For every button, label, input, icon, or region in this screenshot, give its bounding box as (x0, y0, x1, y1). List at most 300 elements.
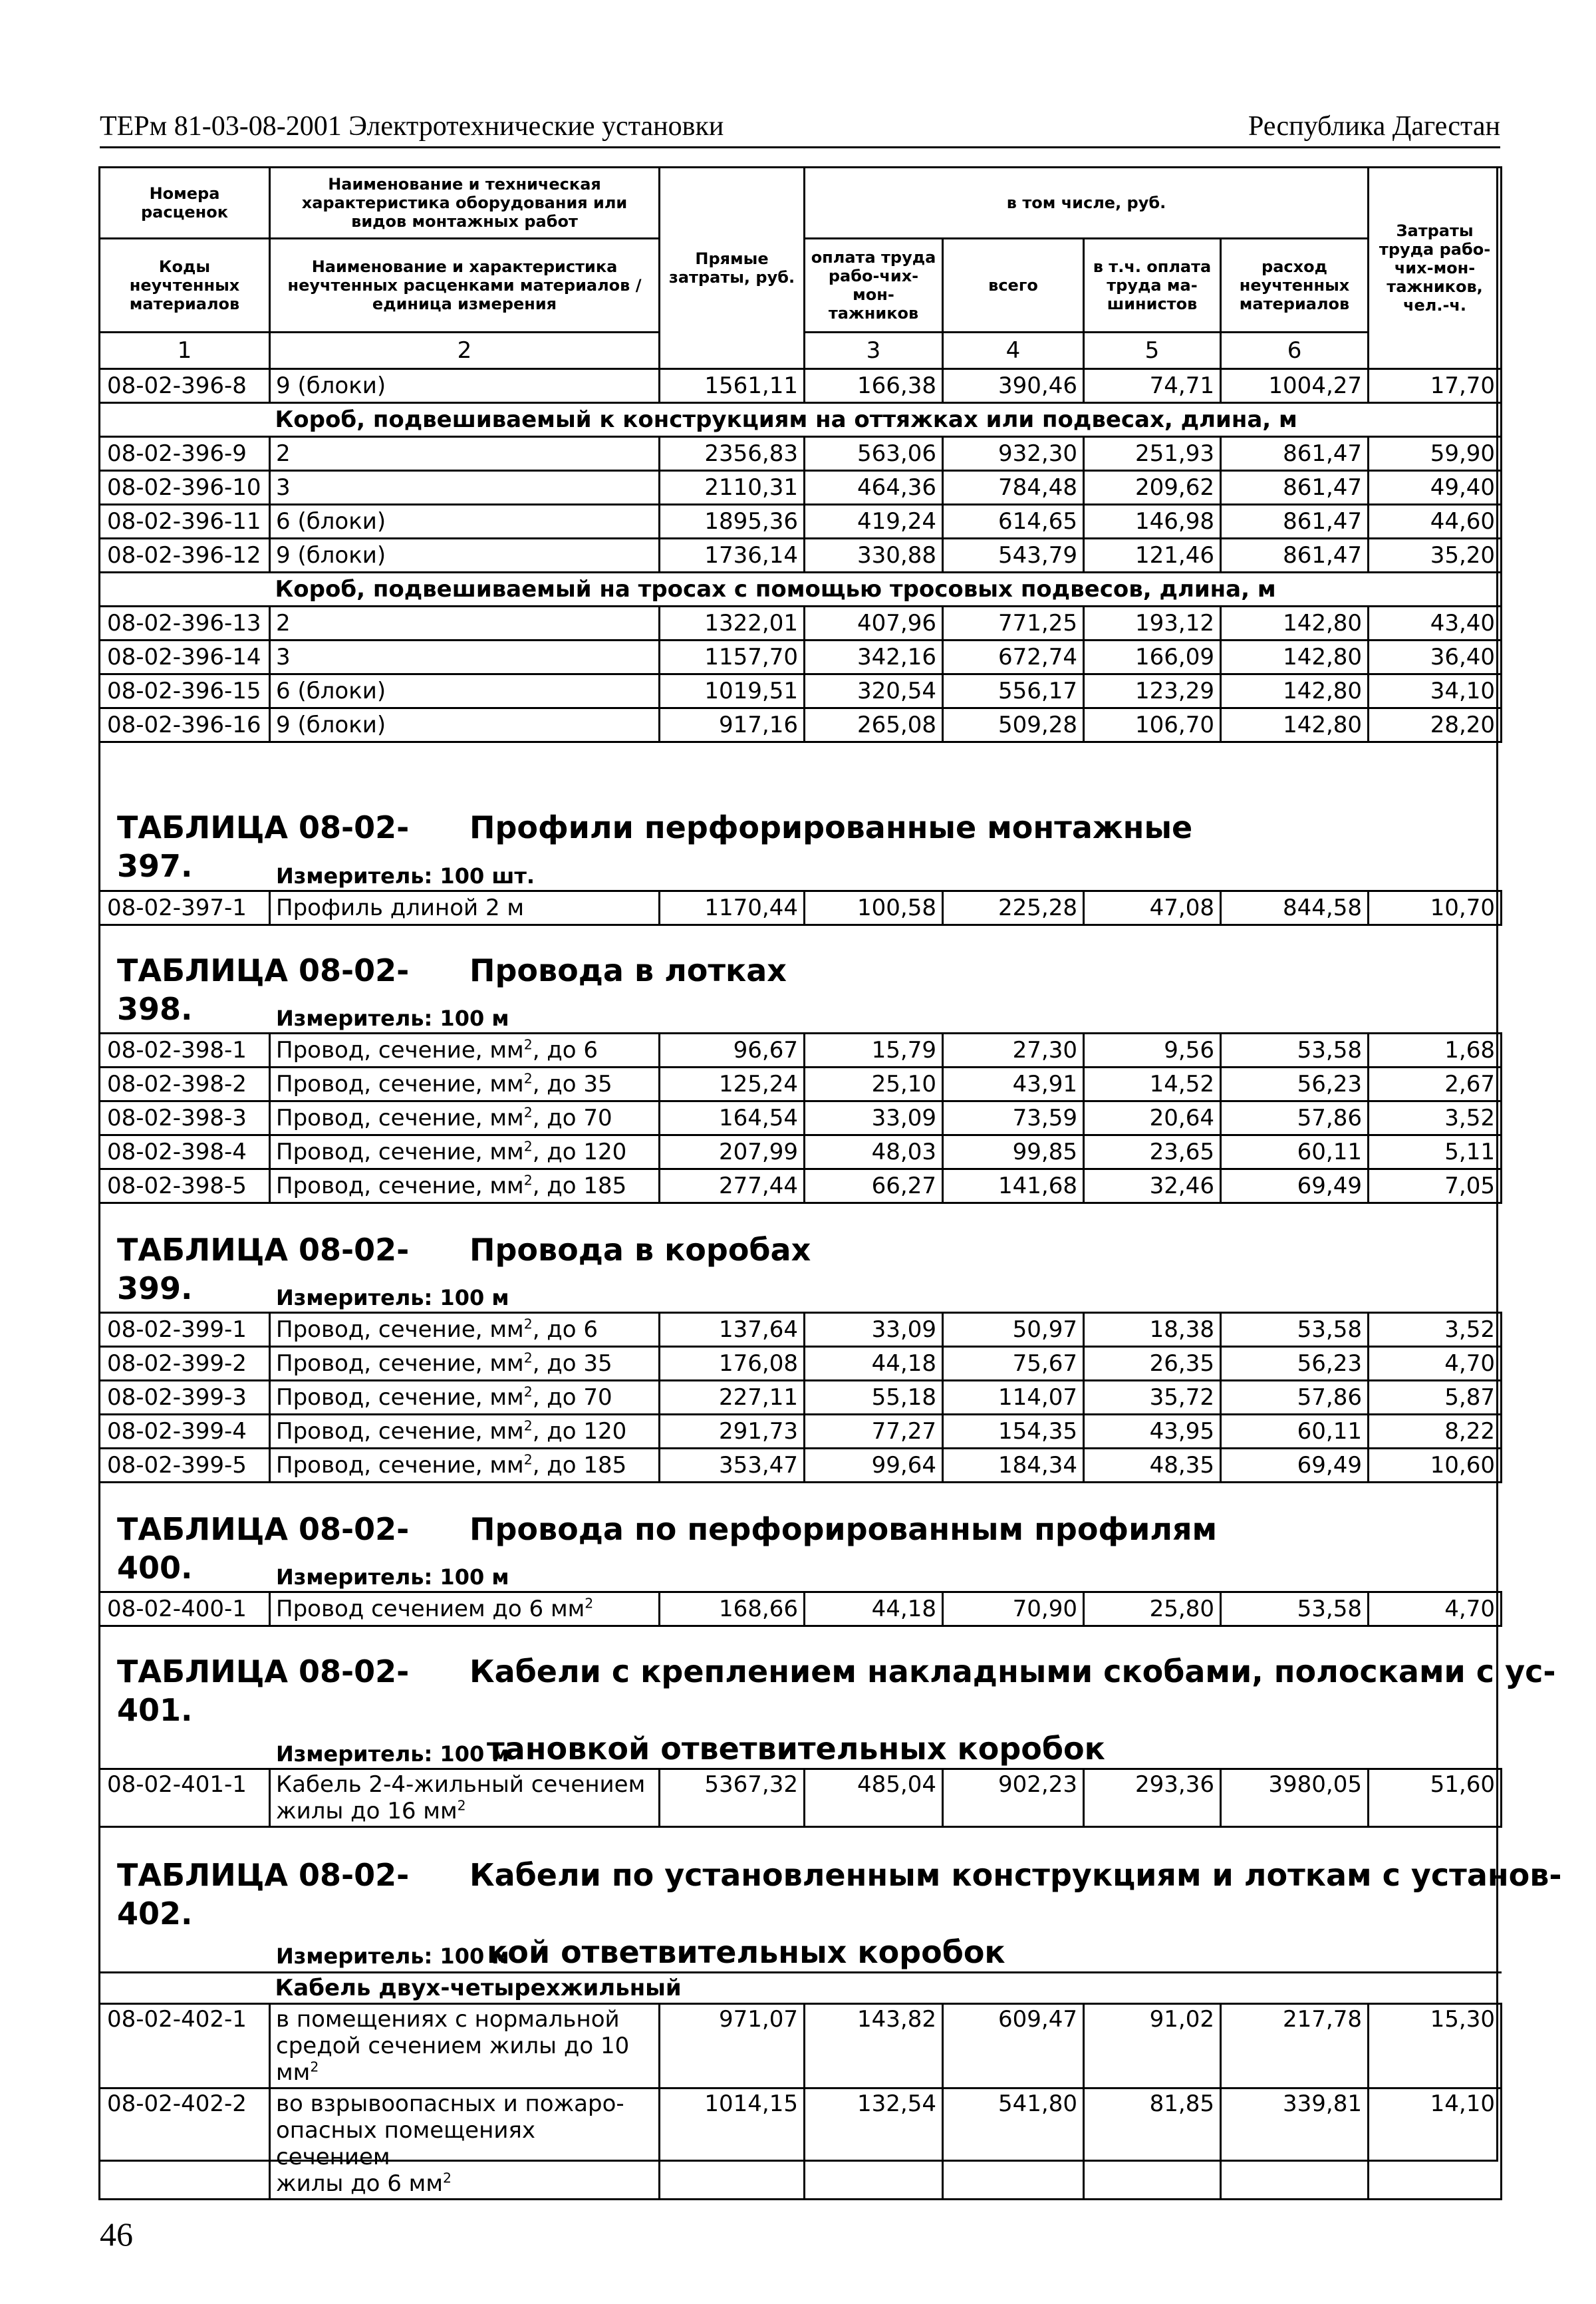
value-cell: 9,56 (1084, 1034, 1221, 1068)
name-prefix: Провод, сечение, мм (276, 1418, 524, 1445)
table-396 (98, 166, 1502, 743)
value-cell: 70,90 (943, 1592, 1084, 1626)
value-cell: 7,05 (1369, 1169, 1502, 1203)
value-cell: 166,38 (805, 369, 943, 403)
col-num: 3 (805, 333, 943, 369)
table-400 (98, 1591, 1502, 1627)
running-header (100, 112, 1500, 148)
rate-name (270, 1769, 660, 1827)
value-cell: 176,08 (660, 1347, 805, 1381)
rate-name (270, 2088, 660, 2200)
name-sup: 2 (523, 1172, 533, 1189)
name-sup: 2 (310, 2059, 319, 2075)
rate-code: 08-02-399-1 (100, 1313, 270, 1347)
table-402 (98, 1971, 1502, 2200)
value-cell: 125,24 (660, 1068, 805, 1101)
value-cell: 330,88 (805, 539, 943, 573)
value-cell: 106,70 (1084, 708, 1221, 742)
value-cell: 614,65 (943, 505, 1084, 539)
rate-name: 9 (блоки) (270, 369, 660, 403)
value-cell: 8,22 (1369, 1415, 1502, 1449)
name-suffix: , до 6 (532, 1037, 598, 1064)
value-cell: 2110,31 (660, 471, 805, 505)
name-sup: 2 (523, 1036, 533, 1053)
value-cell: 100,58 (805, 891, 943, 925)
name-suffix: , до 35 (532, 1350, 612, 1377)
value-cell: 419,24 (805, 505, 943, 539)
rate-code: 08-02-401-1 (100, 1769, 270, 1827)
rate-name (270, 1034, 660, 1068)
rate-code: 08-02-398-2 (100, 1068, 270, 1101)
header-region: Республика Дагестан (1248, 111, 1500, 142)
rate-name: 2 (270, 607, 660, 641)
name-line: во взрывоопасных и пожаро- (276, 2090, 624, 2117)
rate-name (270, 1101, 660, 1135)
value-cell: 25,10 (805, 1068, 943, 1101)
col-head-materials: расход неучтенных материалов (1221, 239, 1369, 333)
name-prefix: Провод, сечение, мм (276, 1316, 524, 1343)
col-head-rates: Номера расценок (100, 168, 270, 239)
rate-name (270, 1313, 660, 1347)
rate-code: 08-02-396-11 (100, 505, 270, 539)
value-cell: 53,58 (1221, 1313, 1369, 1347)
table-label: ТАБЛИЦА 08-02-400. (117, 1511, 410, 1586)
table-name-cont: тановкой ответвительных коробок (487, 1731, 1105, 1767)
value-cell: 3,52 (1369, 1313, 1502, 1347)
value-cell: 43,95 (1084, 1415, 1221, 1449)
value-cell: 339,81 (1221, 2088, 1369, 2200)
name-prefix: Провод, сечение, мм (276, 1139, 524, 1165)
table-399 (98, 1312, 1502, 1483)
name-sup: 2 (523, 1316, 533, 1332)
value-cell: 142,80 (1221, 607, 1369, 641)
value-cell: 320,54 (805, 674, 943, 708)
value-cell: 141,68 (943, 1169, 1084, 1203)
value-cell: 541,80 (943, 2088, 1084, 2200)
value-cell: 60,11 (1221, 1135, 1369, 1169)
table-label: ТАБЛИЦА 08-02-397. (117, 809, 410, 884)
rate-code: 08-02-399-3 (100, 1381, 270, 1415)
name-sup: 2 (523, 1138, 533, 1155)
table-row (100, 471, 1502, 505)
value-cell: 225,28 (943, 891, 1084, 925)
name-sup: 2 (523, 1350, 533, 1366)
subheading: Короб, подвешиваемый к конструкциям на оттяжках или подвесах, длина, м (270, 403, 1502, 437)
value-cell: 164,54 (660, 1101, 805, 1135)
rate-name: 3 (270, 641, 660, 674)
rate-name: 3 (270, 471, 660, 505)
table-name: Провода в лотках (469, 952, 787, 988)
value-cell: 227,11 (660, 1381, 805, 1415)
value-cell: 23,65 (1084, 1135, 1221, 1169)
value-cell: 20,64 (1084, 1101, 1221, 1135)
rate-code: 08-02-400-1 (100, 1592, 270, 1626)
value-cell: 251,93 (1084, 437, 1221, 471)
name-sup: 2 (523, 1104, 533, 1121)
table-label: ТАБЛИЦА 08-02-401. (117, 1654, 410, 1728)
name-suffix: , до 70 (532, 1105, 612, 1131)
name-line: мм (276, 2059, 311, 2086)
table-row (100, 607, 1502, 641)
value-cell: 1170,44 (660, 891, 805, 925)
rate-name (270, 1135, 660, 1169)
name-suffix: , до 70 (532, 1384, 612, 1411)
value-cell: 1322,01 (660, 607, 805, 641)
value-cell: 51,60 (1369, 1769, 1502, 1827)
table-name: Кабели по установленным конструкциям и лоткам с установ- (469, 1857, 1562, 1893)
value-cell: 77,27 (805, 1415, 943, 1449)
measure-397: Измеритель: 100 шт. (276, 863, 535, 889)
header-title: ТЕРм 81-03-08-2001 Электротехнические установки (100, 111, 724, 142)
value-cell: 1561,11 (660, 369, 805, 403)
name-line: жилы до 6 мм (276, 2170, 443, 2197)
value-cell: 10,70 (1369, 891, 1502, 925)
name-line: средой сечением жилы до 10 (276, 2033, 630, 2059)
value-cell: 91,02 (1084, 2004, 1221, 2088)
measure-402: Измеритель: 100 м (276, 1944, 509, 1969)
name-prefix: Провод, сечение, мм (276, 1452, 524, 1479)
value-cell: 48,03 (805, 1135, 943, 1169)
rate-code: 08-02-398-3 (100, 1101, 270, 1135)
col-head-name2: Наименование и характеристика неучтенных расценками материалов / единица измерения (270, 239, 660, 333)
name-prefix: Провод, сечение, мм (276, 1350, 524, 1377)
value-cell: 43,91 (943, 1068, 1084, 1101)
value-cell: 390,46 (943, 369, 1084, 403)
table-row (100, 2088, 1502, 2200)
name-prefix: Провод, сечение, мм (276, 1037, 524, 1064)
table-row (100, 1381, 1502, 1415)
rate-code: 08-02-396-8 (100, 369, 270, 403)
name-line: Кабель 2-4-жильный сечением (276, 1771, 646, 1798)
rate-code: 08-02-396-9 (100, 437, 270, 471)
value-cell: 784,48 (943, 471, 1084, 505)
value-cell: 293,36 (1084, 1769, 1221, 1827)
value-cell: 861,47 (1221, 539, 1369, 573)
value-cell: 14,10 (1369, 2088, 1502, 2200)
value-cell: 917,16 (660, 708, 805, 742)
value-cell: 609,47 (943, 2004, 1084, 2088)
rate-code: 08-02-396-14 (100, 641, 270, 674)
value-cell: 69,49 (1221, 1169, 1369, 1203)
table-397 (98, 890, 1502, 926)
value-cell: 81,85 (1084, 2088, 1221, 2200)
value-cell: 53,58 (1221, 1034, 1369, 1068)
value-cell: 3,52 (1369, 1101, 1502, 1135)
measure-400: Измеритель: 100 м (276, 1564, 509, 1590)
value-cell: 4,70 (1369, 1592, 1502, 1626)
value-cell: 99,64 (805, 1449, 943, 1483)
value-cell: 73,59 (943, 1101, 1084, 1135)
value-cell: 123,29 (1084, 674, 1221, 708)
rate-code: 08-02-398-4 (100, 1135, 270, 1169)
col-head-codes: Коды неучтенных материалов (100, 239, 270, 333)
value-cell: 543,79 (943, 539, 1084, 573)
value-cell: 33,09 (805, 1101, 943, 1135)
table-row (100, 1347, 1502, 1381)
value-cell: 2356,83 (660, 437, 805, 471)
col-num: 2 (270, 333, 660, 369)
name-sup: 2 (523, 1383, 533, 1400)
subheading-row (100, 573, 1502, 607)
name-text: Провод сечением до 6 мм (276, 1596, 585, 1622)
value-cell: 10,60 (1369, 1449, 1502, 1483)
rate-code: 08-02-396-15 (100, 674, 270, 708)
rate-name (270, 1068, 660, 1101)
value-cell: 56,23 (1221, 1068, 1369, 1101)
value-cell: 971,07 (660, 2004, 805, 2088)
rate-code: 08-02-399-2 (100, 1347, 270, 1381)
value-cell: 60,11 (1221, 1415, 1369, 1449)
value-cell: 1,68 (1369, 1034, 1502, 1068)
table-row (100, 1449, 1502, 1483)
value-cell: 75,67 (943, 1347, 1084, 1381)
value-cell: 56,23 (1221, 1347, 1369, 1381)
value-cell: 66,27 (805, 1169, 943, 1203)
value-cell: 166,09 (1084, 641, 1221, 674)
value-cell: 55,18 (805, 1381, 943, 1415)
rate-code: 08-02-399-4 (100, 1415, 270, 1449)
value-cell: 99,85 (943, 1135, 1084, 1169)
value-cell: 96,67 (660, 1034, 805, 1068)
rate-code: 08-02-396-10 (100, 471, 270, 505)
rate-name: Профиль длиной 2 м (270, 891, 660, 925)
col-head-labor: Затраты труда рабо-чих-мон-тажников, чел.-ч. (1369, 168, 1502, 369)
rate-code: 08-02-398-5 (100, 1169, 270, 1203)
table-row (100, 641, 1502, 674)
value-cell: 184,34 (943, 1449, 1084, 1483)
value-cell: 53,58 (1221, 1592, 1369, 1626)
value-cell: 5367,32 (660, 1769, 805, 1827)
name-sup: 2 (457, 1797, 466, 1814)
rate-code: 08-02-396-13 (100, 607, 270, 641)
rate-code: 08-02-397-1 (100, 891, 270, 925)
table-row (100, 1068, 1502, 1101)
value-cell: 74,71 (1084, 369, 1221, 403)
value-cell: 1019,51 (660, 674, 805, 708)
value-cell: 69,49 (1221, 1449, 1369, 1483)
value-cell: 142,80 (1221, 708, 1369, 742)
rate-name (270, 1381, 660, 1415)
value-cell: 353,47 (660, 1449, 805, 1483)
value-cell: 771,25 (943, 607, 1084, 641)
value-cell: 464,36 (805, 471, 943, 505)
name-suffix: , до 120 (532, 1418, 627, 1445)
rate-name: 9 (блоки) (270, 539, 660, 573)
value-cell: 35,20 (1369, 539, 1502, 573)
rate-name (270, 1169, 660, 1203)
table-row (100, 1313, 1502, 1347)
name-sup: 2 (523, 1417, 533, 1434)
table-label: ТАБЛИЦА 08-02-398. (117, 952, 410, 1027)
value-cell: 34,10 (1369, 674, 1502, 708)
rate-name (270, 1592, 660, 1626)
value-cell: 3980,05 (1221, 1769, 1369, 1827)
table-name-cont: кой ответвительных коробок (487, 1934, 1005, 1970)
value-cell: 33,09 (805, 1313, 943, 1347)
table-row (100, 1592, 1502, 1626)
table-label: ТАБЛИЦА 08-02-402. (117, 1857, 410, 1932)
value-cell: 5,87 (1369, 1381, 1502, 1415)
name-suffix: , до 185 (532, 1452, 627, 1479)
value-cell: 121,46 (1084, 539, 1221, 573)
table-name: Профили перфорированные монтажные (469, 809, 1193, 845)
col-num: 1 (100, 333, 270, 369)
table-row (100, 1034, 1502, 1068)
value-cell: 114,07 (943, 1381, 1084, 1415)
rate-name: 6 (блоки) (270, 674, 660, 708)
value-cell: 36,40 (1369, 641, 1502, 674)
value-cell: 902,23 (943, 1769, 1084, 1827)
rate-name: 6 (блоки) (270, 505, 660, 539)
col-head-name: Наименование и техническая характеристика оборудования или видов монтажных работ (270, 168, 660, 239)
value-cell: 861,47 (1221, 437, 1369, 471)
value-cell: 132,54 (805, 2088, 943, 2200)
name-sup: 2 (442, 2170, 452, 2186)
name-line: в помещениях с нормальной (276, 2006, 620, 2033)
table-row (100, 539, 1502, 573)
value-cell: 861,47 (1221, 505, 1369, 539)
subheading: Кабель двух-четырехжильный (270, 1973, 1502, 2004)
value-cell: 485,04 (805, 1769, 943, 1827)
value-cell: 277,44 (660, 1169, 805, 1203)
table-row (100, 1101, 1502, 1135)
value-cell: 146,98 (1084, 505, 1221, 539)
value-cell: 342,16 (805, 641, 943, 674)
value-cell: 59,90 (1369, 437, 1502, 471)
col-num: 5 (1084, 333, 1221, 369)
name-sup: 2 (585, 1595, 594, 1612)
value-cell: 563,06 (805, 437, 943, 471)
name-prefix: Провод, сечение, мм (276, 1384, 524, 1411)
value-cell: 143,82 (805, 2004, 943, 2088)
value-cell: 1895,36 (660, 505, 805, 539)
table-row (100, 505, 1502, 539)
value-cell: 2,67 (1369, 1068, 1502, 1101)
value-cell: 57,86 (1221, 1381, 1369, 1415)
col-num: 4 (943, 333, 1084, 369)
value-cell: 217,78 (1221, 2004, 1369, 2088)
value-cell: 47,08 (1084, 891, 1221, 925)
table-label: ТАБЛИЦА 08-02-399. (117, 1232, 410, 1306)
col-head-operator: в т.ч. оплата труда ма-шинистов (1084, 239, 1221, 333)
value-cell: 1157,70 (660, 641, 805, 674)
name-prefix: Провод, сечение, мм (276, 1071, 524, 1097)
name-prefix: Провод, сечение, мм (276, 1105, 524, 1131)
value-cell: 142,80 (1221, 641, 1369, 674)
measure-399: Измеритель: 100 м (276, 1285, 509, 1310)
table-row (100, 1169, 1502, 1203)
table-row (100, 1415, 1502, 1449)
value-cell: 4,70 (1369, 1347, 1502, 1381)
value-cell: 32,46 (1084, 1169, 1221, 1203)
table-row (100, 2004, 1502, 2088)
rate-code: 08-02-402-2 (100, 2088, 270, 2200)
rate-code: 08-02-398-1 (100, 1034, 270, 1068)
value-cell: 509,28 (943, 708, 1084, 742)
value-cell: 18,38 (1084, 1313, 1221, 1347)
value-cell: 1014,15 (660, 2088, 805, 2200)
value-cell: 137,64 (660, 1313, 805, 1347)
col-head-pay: оплата труда рабо-чих-мон-тажников (805, 239, 943, 333)
value-cell: 844,58 (1221, 891, 1369, 925)
value-cell: 49,40 (1369, 471, 1502, 505)
value-cell: 407,96 (805, 607, 943, 641)
name-suffix: , до 35 (532, 1071, 612, 1097)
subheading-row (100, 403, 1502, 437)
name-line: опасных помещениях сечением (276, 2117, 536, 2170)
rate-code: 08-02-402-1 (100, 2004, 270, 2088)
rate-code: 08-02-399-5 (100, 1449, 270, 1483)
value-cell: 556,17 (943, 674, 1084, 708)
name-suffix: , до 120 (532, 1139, 627, 1165)
name-sup: 2 (523, 1070, 533, 1087)
rate-name: 2 (270, 437, 660, 471)
name-line: жилы до 16 мм (276, 1798, 458, 1824)
table-row (100, 891, 1502, 925)
table-398 (98, 1032, 1502, 1204)
value-cell: 1736,14 (660, 539, 805, 573)
name-suffix: , до 6 (532, 1316, 598, 1343)
value-cell: 27,30 (943, 1034, 1084, 1068)
value-cell: 209,62 (1084, 471, 1221, 505)
rate-code: 08-02-396-16 (100, 708, 270, 742)
value-cell: 1004,27 (1221, 369, 1369, 403)
table-row (100, 437, 1502, 471)
table-row (100, 1769, 1502, 1827)
value-cell: 28,20 (1369, 708, 1502, 742)
value-cell: 672,74 (943, 641, 1084, 674)
value-cell: 44,60 (1369, 505, 1502, 539)
value-cell: 15,30 (1369, 2004, 1502, 2088)
value-cell: 291,73 (660, 1415, 805, 1449)
rate-name (270, 1449, 660, 1483)
table-row (100, 1135, 1502, 1169)
col-head-total: всего (943, 239, 1084, 333)
table-row (100, 708, 1502, 742)
value-cell: 142,80 (1221, 674, 1369, 708)
col-num: 6 (1221, 333, 1369, 369)
table-row (100, 674, 1502, 708)
value-cell: 15,79 (805, 1034, 943, 1068)
value-cell: 168,66 (660, 1592, 805, 1626)
value-cell: 35,72 (1084, 1381, 1221, 1415)
rate-name (270, 1347, 660, 1381)
rate-code: 08-02-396-12 (100, 539, 270, 573)
value-cell: 932,30 (943, 437, 1084, 471)
page-number: 46 (100, 2216, 133, 2253)
name-prefix: Провод, сечение, мм (276, 1173, 524, 1199)
rate-name: 9 (блоки) (270, 708, 660, 742)
value-cell: 48,35 (1084, 1449, 1221, 1483)
table-401 (98, 1768, 1502, 1828)
table-row (100, 369, 1502, 403)
table-name: Провода по перфорированным профилям (469, 1511, 1218, 1547)
value-cell: 861,47 (1221, 471, 1369, 505)
table-name: Кабели с креплением накладными скобами, полосками с ус- (469, 1654, 1556, 1689)
table-name: Провода в коробах (469, 1232, 811, 1268)
value-cell: 17,70 (1369, 369, 1502, 403)
col-head-direct: Прямые затраты, руб. (660, 168, 805, 369)
value-cell: 193,12 (1084, 607, 1221, 641)
value-cell: 44,18 (805, 1347, 943, 1381)
rate-name (270, 2004, 660, 2088)
col-head-group: в том числе, руб. (805, 168, 1369, 239)
value-cell: 25,80 (1084, 1592, 1221, 1626)
rate-name (270, 1415, 660, 1449)
value-cell: 265,08 (805, 708, 943, 742)
value-cell: 154,35 (943, 1415, 1084, 1449)
name-sup: 2 (523, 1451, 533, 1468)
